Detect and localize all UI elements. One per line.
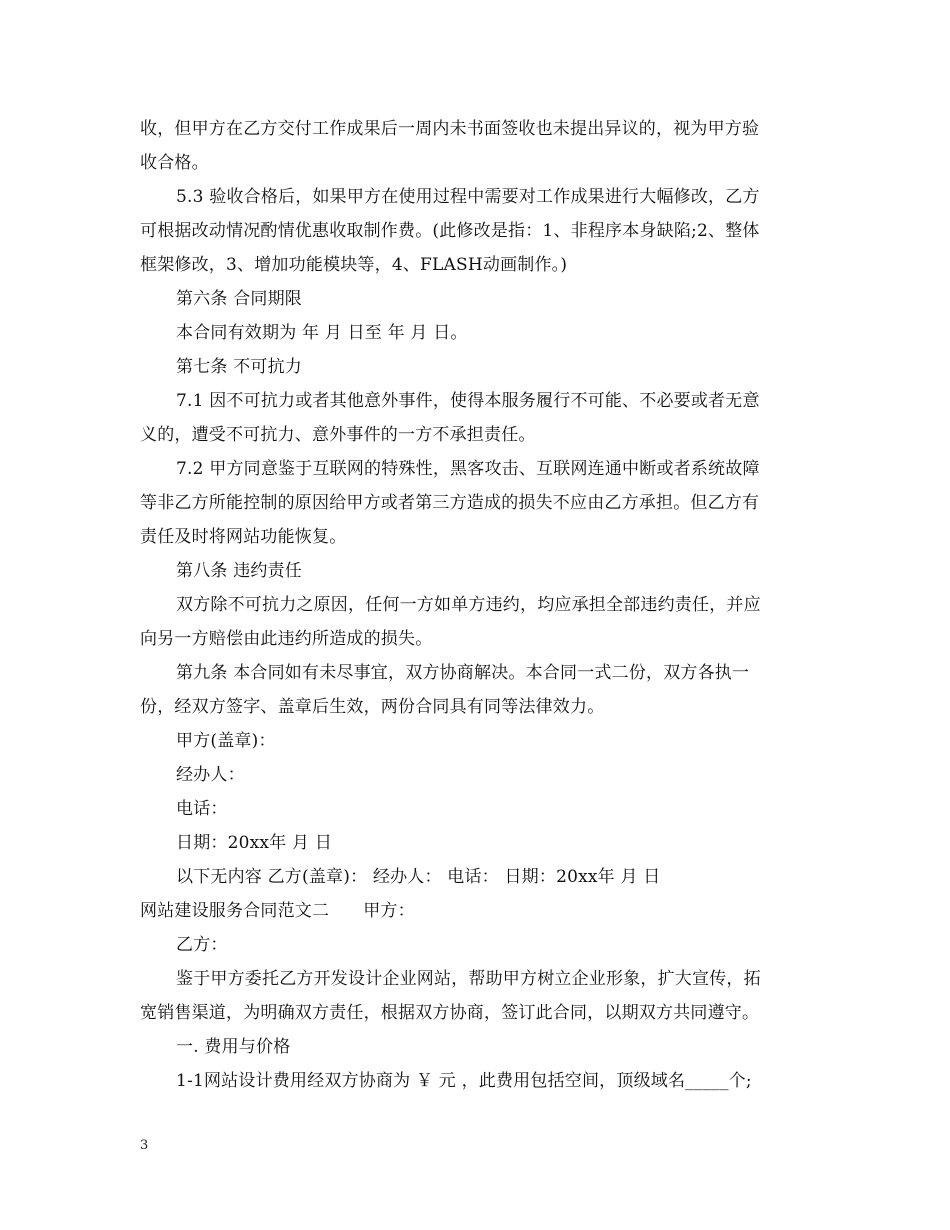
signature-line: 以下无内容 乙方(盖章)： 经办人： 电话： 日期：20xx年 月 日: [176, 867, 661, 887]
text-line: 双方除不可抗力之原因，任何一方如单方违约，均应承担全部违约责任，并应: [176, 595, 761, 615]
text-line: 第九条 本合同如有未尽事宜，双方协商解决。本合同一式二份，双方各执一: [176, 663, 750, 683]
text-line: 7.2 甲方同意鉴于互联网的特殊性，黑客攻击、互联网连通中断或者系统故障: [176, 459, 760, 479]
text-line: 份，经双方签字、盖章后生效，两份合同具有同等法律效力。: [140, 697, 605, 717]
page-number: 3: [140, 1138, 149, 1153]
document-body: [140, 112, 816, 1098]
signature-line: 电话：: [176, 799, 228, 819]
section-heading: 第六条 合同期限: [176, 289, 303, 309]
party-a-label: 甲方：: [363, 901, 415, 921]
section-heading: 第八条 违约责任: [176, 561, 303, 581]
signature-line: 甲方(盖章)：: [176, 731, 276, 751]
text-line: 等非乙方所能控制的原因给甲方或者第三方造成的损失不应由乙方承担。但乙方有: [140, 493, 760, 513]
text-line: 向另一方赔偿由此违约所造成的损失。: [140, 629, 433, 649]
text-line: 本合同有效期为 年 月 日至 年 月 日。: [176, 323, 468, 343]
text-line: 1-1网站设计费用经双方协商为 ￥ 元 ，此费用包括空间，顶级域名_____个;: [176, 1071, 752, 1091]
text-line: 义的，遭受不可抗力、意外事件的一方不承担责任。: [140, 425, 536, 445]
text-line: 鉴于甲方委托乙方开发设计企业网站，帮助甲方树立企业形象，扩大宣传，拓: [176, 969, 761, 989]
text-line: 收合格。: [140, 153, 209, 173]
text-line: 框架修改，3、增加功能模块等，4、FLASH动画制作。): [140, 255, 568, 275]
text-line: 收，但甲方在乙方交付工作成果后一周内未书面签收也未提出异议的，视为甲方验: [140, 119, 760, 139]
text-line: 宽销售渠道，为明确双方责任，根据双方协商，签订此合同，以期双方共同遵守。: [140, 1003, 760, 1023]
text-line: 7.1 因不可抗力或者其他意外事件，使得本服务履行不可能、不必要或者无意: [176, 391, 760, 411]
text-line: 5.3 验收合格后，如果甲方在使用过程中需要对工作成果进行大幅修改，乙方: [176, 187, 760, 207]
signature-line: 日期：20xx年 月 日: [176, 833, 333, 853]
document-title: 网站建设服务合同范文二: [140, 901, 330, 921]
title-line: [140, 894, 816, 928]
section-heading: 第七条 不可抗力: [176, 357, 303, 377]
section-heading: 一. 费用与价格: [176, 1037, 291, 1057]
party-b-label: 乙方：: [176, 935, 228, 955]
signature-line: 经办人：: [176, 765, 245, 785]
text-line: 可根据改动情况酌情优惠收取制作费。(此修改是指：1、非程序本身缺陷;2、整体: [140, 221, 760, 241]
text-line: 责任及时将网站功能恢复。: [140, 527, 347, 547]
